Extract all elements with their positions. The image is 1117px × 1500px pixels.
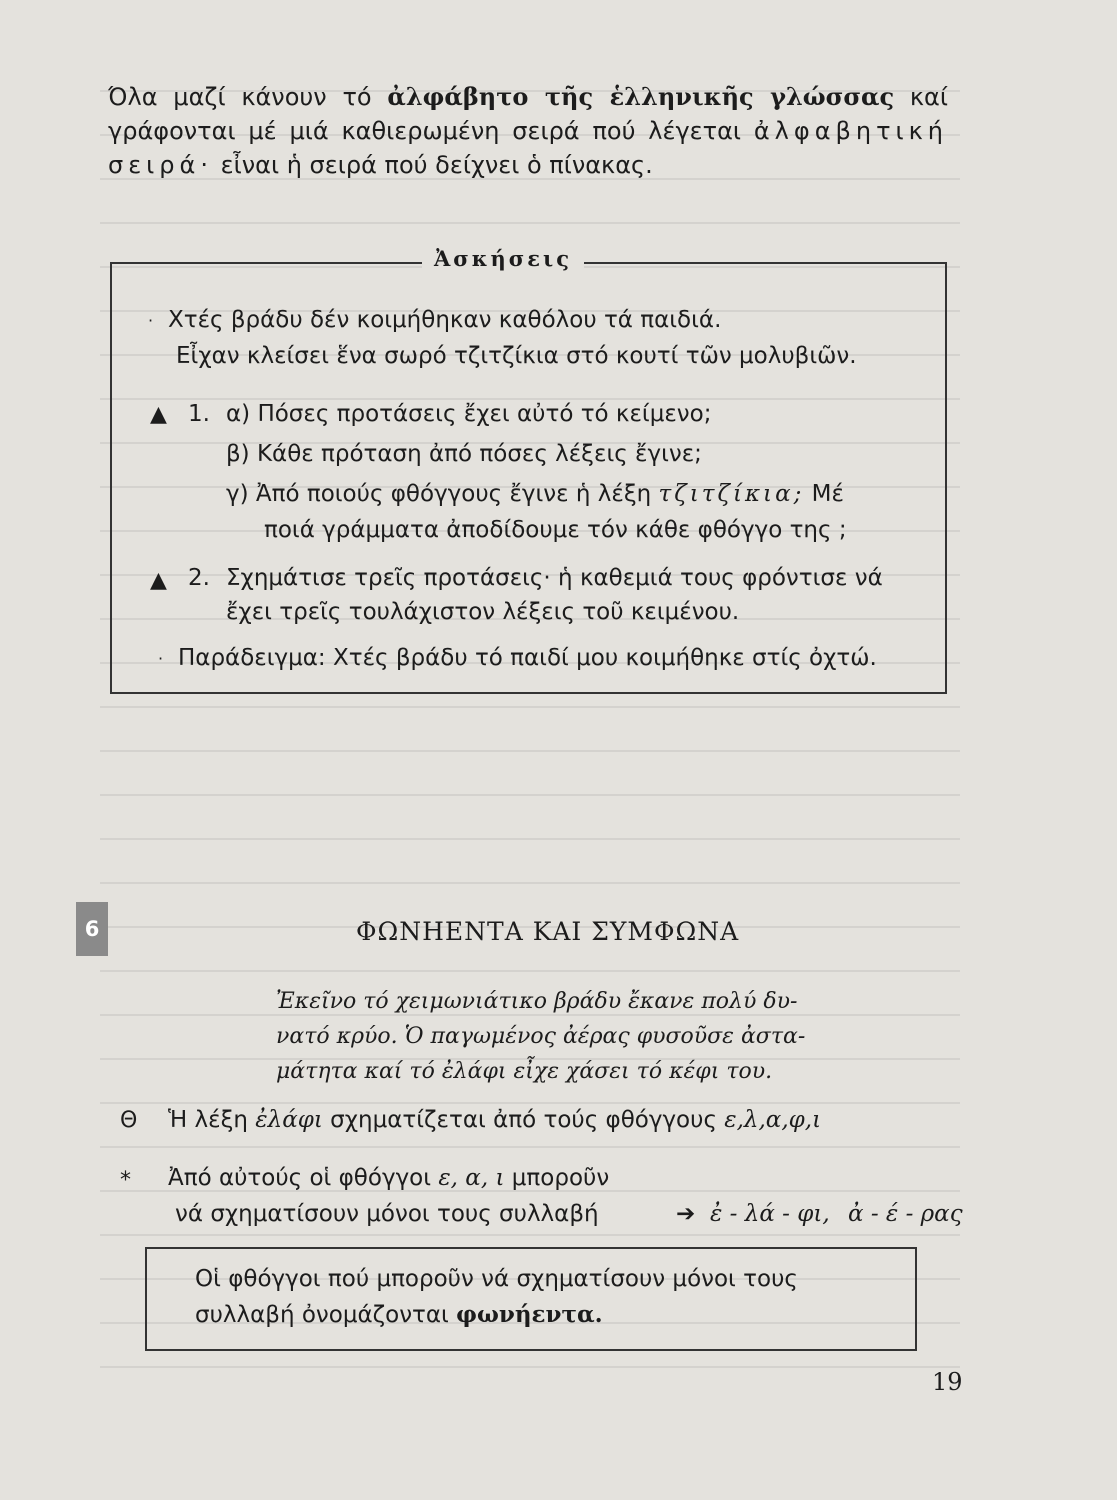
bold-term: φωνήεντα. xyxy=(456,1301,603,1328)
exercises-title: Ἀσκήσεις xyxy=(422,246,584,271)
text: γ) Ἀπό ποιούς φθόγγους ἔγινε ἡ λέξη xyxy=(226,481,659,507)
question-1a: α) Πόσες προτάσεις ἔχει αὐτό τό κείμενο; xyxy=(226,401,712,427)
text: Ἀπό αὐτούς οἱ φθόγγοι xyxy=(168,1165,439,1191)
question-number: 1. xyxy=(188,401,210,427)
text: Μέ xyxy=(804,481,844,507)
text: Ἡ λέξη xyxy=(168,1107,256,1133)
triangle-icon: ▲ xyxy=(150,402,167,427)
section-heading: ΦΩΝΗΕΝΤΑ ΚΑΙ ΣΥΜΦΩΝΑ xyxy=(356,917,740,946)
intro-text: Όλα μαζί κάνουν τό xyxy=(108,83,388,111)
triangle-icon: ▲ xyxy=(150,568,167,593)
reading-text-line: Ἐκεῖνο τό χειμωνιάτικο βράδυ ἔκανε πολύ δυ- xyxy=(276,989,798,1014)
italic-word: τζιτζίκια; xyxy=(658,481,805,507)
text: σχηματίζεται ἀπό τούς φθόγγους xyxy=(322,1107,725,1133)
page-number: 19 xyxy=(932,1368,963,1396)
text: Παράδειγμα: Χτές βράδυ τό παιδί μου κοιμήθηκε στίς ὀχτώ. xyxy=(178,645,877,671)
question-1c-cont: ποιά γράμματα ἀποδίδουμε τόν κάθε φθόγγο της ; xyxy=(264,517,847,543)
question-2: Σχημάτισε τρεῖς προτάσεις· ἡ καθεμιά τους φρόντισε νά xyxy=(226,565,883,591)
rule-box xyxy=(145,1247,917,1351)
theta-statement xyxy=(168,1104,821,1136)
text: Χτές βράδυ δέν κοιμήθηκαν καθόλου τά παιδιά. xyxy=(168,307,722,333)
rule-line xyxy=(195,1299,603,1331)
question-1b: β) Κάθε πρόταση ἀπό πόσες λέξεις ἔγινε; xyxy=(226,441,702,467)
italic-letters: ε,λ,α,φ,ι xyxy=(724,1107,822,1133)
exercise-text-line xyxy=(148,304,721,337)
italic-word: ἐλάφι xyxy=(255,1107,323,1133)
bullet-icon: · xyxy=(148,310,154,330)
theta-icon: Θ xyxy=(120,1108,138,1133)
rule-line: Οἱ φθόγγοι πού μποροῦν νά σχηματίσουν μόνοι τους xyxy=(195,1266,798,1292)
section-number-badge: 6 xyxy=(76,902,108,956)
intro-bold-term: ἀλφάβητο τῆς ἑλληνικῆς γλώσσας xyxy=(387,82,895,111)
syllables-elafi: ἐ - λά - φι, xyxy=(710,1201,830,1227)
syllables-aeras: ἀ - έ - ρας xyxy=(848,1201,963,1227)
exercises-box xyxy=(110,246,947,694)
question-1c xyxy=(226,478,844,510)
bullet-icon: · xyxy=(158,648,164,668)
text: συλλαβή ὀνομάζονται xyxy=(195,1302,457,1328)
text: μποροῦν xyxy=(504,1165,610,1191)
star-statement xyxy=(168,1162,609,1194)
exercise-text-line: Εἶχαν κλείσει ἕνα σωρό τζιτζίκια στό κουτί τῶν μολυβιῶν. xyxy=(176,343,857,369)
italic-letters: ε, α, ι xyxy=(438,1165,505,1191)
reading-text-line: μάτητα καί τό ἐλάφι εἶχε χάσει τό κέφι του. xyxy=(276,1059,773,1084)
asterisk-icon: * xyxy=(120,1168,131,1193)
reading-text-line: νατό κρύο. Ὁ παγωμένος ἀέρας φυσοῦσε ἀστα- xyxy=(276,1024,806,1049)
example-line xyxy=(158,642,877,675)
star-statement-cont: νά σχηματίσουν μόνοι τους συλλαβή xyxy=(175,1201,599,1227)
arrow-icon: ➔ xyxy=(676,1201,696,1227)
question-number: 2. xyxy=(188,565,210,591)
intro-paragraph xyxy=(108,80,948,182)
intro-text: καί γράφονται μέ μιά καθιερωμένη σειρά πού λέγεται xyxy=(108,83,948,145)
question-2-cont: ἔχει τρεῖς τουλάχιστον λέξεις τοῦ κειμένου. xyxy=(226,599,740,625)
intro-text: εἶναι ἡ σειρά πού δείχνει ὁ πίνακας. xyxy=(213,151,653,179)
intro-spaced-term: ἀλφαβητική σειρά· xyxy=(108,117,948,179)
